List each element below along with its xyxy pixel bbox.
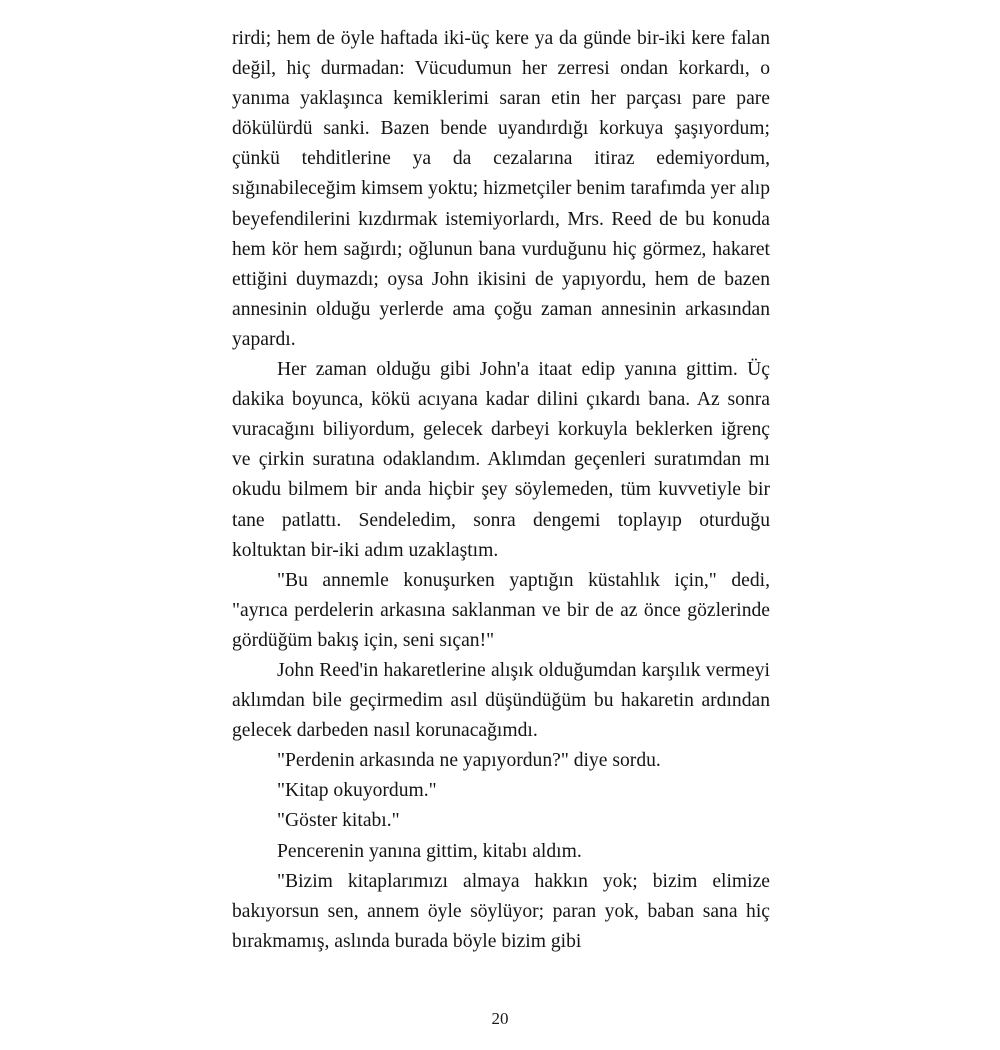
paragraph-1: rirdi; hem de öyle haftada iki-üç kere ya da günde bir-iki kere falan değil, hiç durmadan: Vücudumun her zerresi ondan korkardı, o yanıma yaklaşınca kemiklerimi saran etin her parçası pare pare dökülürdü sanki. Bazen bende uyandırdığı korkuya şaşıyordum; çünkü tehditlerine ya da cezalarına itiraz edemiyordum, sığınabileceğim kimsem yoktu; hizmetçiler benim tarafımda yer alıp beyefendilerini kızdırmak istemiyorlardı, Mrs. Reed de bu konuda hem kör hem sağırdı; oğlunun bana vurduğunu hiç görmez, hakaret ettiğini duymazdı; oysa John ikisini de yapıyordu, hem de bazen annesinin olduğu yerlerde ama çoğu zaman annesinin arkasından yapardı. [232,28,770,350]
paragraph-8: Pencerenin yanına gittim, kitabı aldım. [277,840,582,862]
paragraph-9: "Bizim kitaplarımızı almaya hakkın yok; bizim elimize bakıyorsun sen, annem öyle söylüyor; paran yok, baban sana hiç bırakmamış, aslında burada böyle bizim gibi [232,870,770,952]
paragraph-2: Her zaman olduğu gibi John'a itaat edip yanına gittim. Üç dakika boyunca, kökü acıyana kadar dilini çıkardı bana. Az sonra vuracağını biliyordum, gelecek darbeyi korkuyla beklerken iğrenç ve çirkin suratına odaklandım. Aklımdan geçenleri suratımdan mı okudu bilmem bir anda hiçbir şey söylemeden, tüm kuvvetiyle bir tane patlattı. Sendeledim, sonra dengemi toplayıp oturduğu koltuktan bir-iki adım uzaklaştım. [232,359,770,561]
paragraph-6-dialogue: "Kitap okuyordum." [277,780,437,802]
paragraph-3: "Bu annemle konuşurken yaptığın küstahlık için," dedi, "ayrıca perdelerin arkasına saklanman ve bir de az önce gözlerinde gördüğüm bakış için, seni sıçan!" [232,569,770,651]
page-text-column [232,24,770,957]
paragraph-5-dialogue: "Perdenin arkasında ne yapıyordun?" diye sordu. [277,750,661,772]
paragraph-7-dialogue: "Göster kitabı." [277,810,400,832]
paragraph-4: John Reed'in hakaretlerine alışık olduğumdan karşılık vermeyi aklımdan bile geçirmedim asıl düşündüğüm bu hakaretin ardından gelecek darbeden nasıl korunacağımdı. [232,659,770,742]
page-number: 20 [491,1009,509,1028]
